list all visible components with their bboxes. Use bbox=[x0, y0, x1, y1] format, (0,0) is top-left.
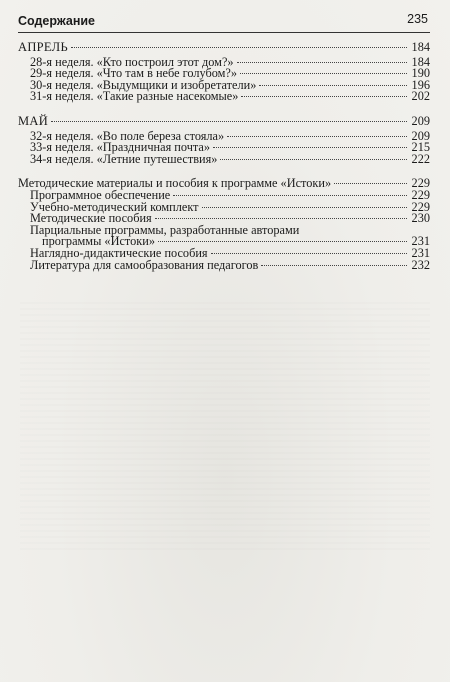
running-header bbox=[18, 12, 430, 33]
toc-entry-title: 30-я неделя. «Выдумщики и изобретатели» bbox=[30, 77, 257, 92]
toc-entry-page: 215 bbox=[411, 140, 430, 155]
dot-leader bbox=[71, 47, 407, 48]
toc-entry-partial-programs-line1: Парциальные программы, разработанные авторами bbox=[30, 222, 300, 237]
dot-leader bbox=[241, 96, 407, 97]
toc-entry-title: 32-я неделя. «Во поле береза стояла» bbox=[30, 128, 225, 143]
toc-entry-page: 222 bbox=[411, 151, 430, 166]
toc-entry-page: 232 bbox=[411, 257, 430, 272]
toc-entry-title: 28-я неделя. «Кто построил этот дом?» bbox=[30, 54, 234, 69]
toc-entry-title: 34-я неделя. «Летние путешествия» bbox=[30, 151, 218, 166]
section-gap bbox=[18, 103, 430, 116]
toc-entry-page: 209 bbox=[411, 113, 430, 128]
toc-entry-title: МАЙ bbox=[18, 113, 49, 128]
dot-leader bbox=[51, 121, 407, 122]
toc-entry-title: 29-я неделя. «Что там в небе голубом?» bbox=[30, 66, 238, 81]
dot-leader bbox=[334, 183, 407, 184]
dot-leader bbox=[158, 241, 407, 242]
toc-entry-page: 231 bbox=[411, 234, 430, 249]
dot-leader bbox=[211, 253, 407, 254]
dot-leader bbox=[240, 73, 407, 74]
toc-entry-page: 229 bbox=[411, 176, 430, 191]
table-of-contents bbox=[18, 36, 430, 271]
toc-entry-title: 31-я неделя. «Такие разные насекомые» bbox=[30, 89, 239, 104]
toc-entry-page: 196 bbox=[411, 77, 430, 92]
dot-leader bbox=[237, 62, 407, 63]
toc-entry-title: Литература для самообразования педагогов bbox=[30, 257, 259, 272]
toc-entry-title: Программное обеспечение bbox=[30, 187, 171, 202]
toc-entry-title: 33-я неделя. «Праздничная почта» bbox=[30, 140, 211, 155]
toc-entry-page: 202 bbox=[411, 89, 430, 104]
toc-entry-title: Методические материалы и пособия к программе «Истоки» bbox=[18, 176, 332, 191]
dot-leader bbox=[227, 136, 407, 137]
dot-leader bbox=[220, 159, 407, 160]
toc-entry-page: 209 bbox=[411, 128, 430, 143]
toc-entry-page: 229 bbox=[411, 199, 430, 214]
toc-entry-page: 184 bbox=[411, 40, 430, 54]
toc-entry-week-34[interactable] bbox=[18, 151, 430, 166]
toc-entry-week-31[interactable] bbox=[18, 91, 430, 103]
toc-entry-page: 229 bbox=[411, 187, 430, 202]
toc-entry-self-education[interactable] bbox=[18, 257, 430, 272]
toc-entry-title: Методические пособия bbox=[30, 211, 152, 226]
toc-entry-title: Учебно-методический комплект bbox=[30, 199, 199, 214]
dot-leader bbox=[261, 265, 407, 266]
dot-leader bbox=[259, 85, 407, 86]
toc-entry-title: Наглядно-дидактические пособия bbox=[30, 245, 208, 260]
toc-entry-page: 230 bbox=[411, 211, 430, 226]
page-number: 235 bbox=[407, 12, 428, 26]
dot-leader bbox=[155, 218, 407, 219]
toc-entry-page: 231 bbox=[411, 245, 430, 260]
toc-entry-april[interactable] bbox=[18, 42, 430, 54]
toc-entry-title: программы «Истоки» bbox=[42, 234, 155, 249]
toc-entry-page: 190 bbox=[411, 66, 430, 81]
running-header-title: Содержание bbox=[18, 14, 96, 28]
toc-entry-title: АПРЕЛЬ bbox=[18, 40, 68, 54]
dot-leader bbox=[173, 195, 407, 196]
toc-entry-page: 184 bbox=[411, 54, 430, 69]
dot-leader bbox=[213, 147, 407, 148]
toc-entry-may[interactable] bbox=[18, 113, 430, 128]
show-through-background bbox=[20, 300, 430, 550]
dot-leader bbox=[202, 207, 407, 208]
